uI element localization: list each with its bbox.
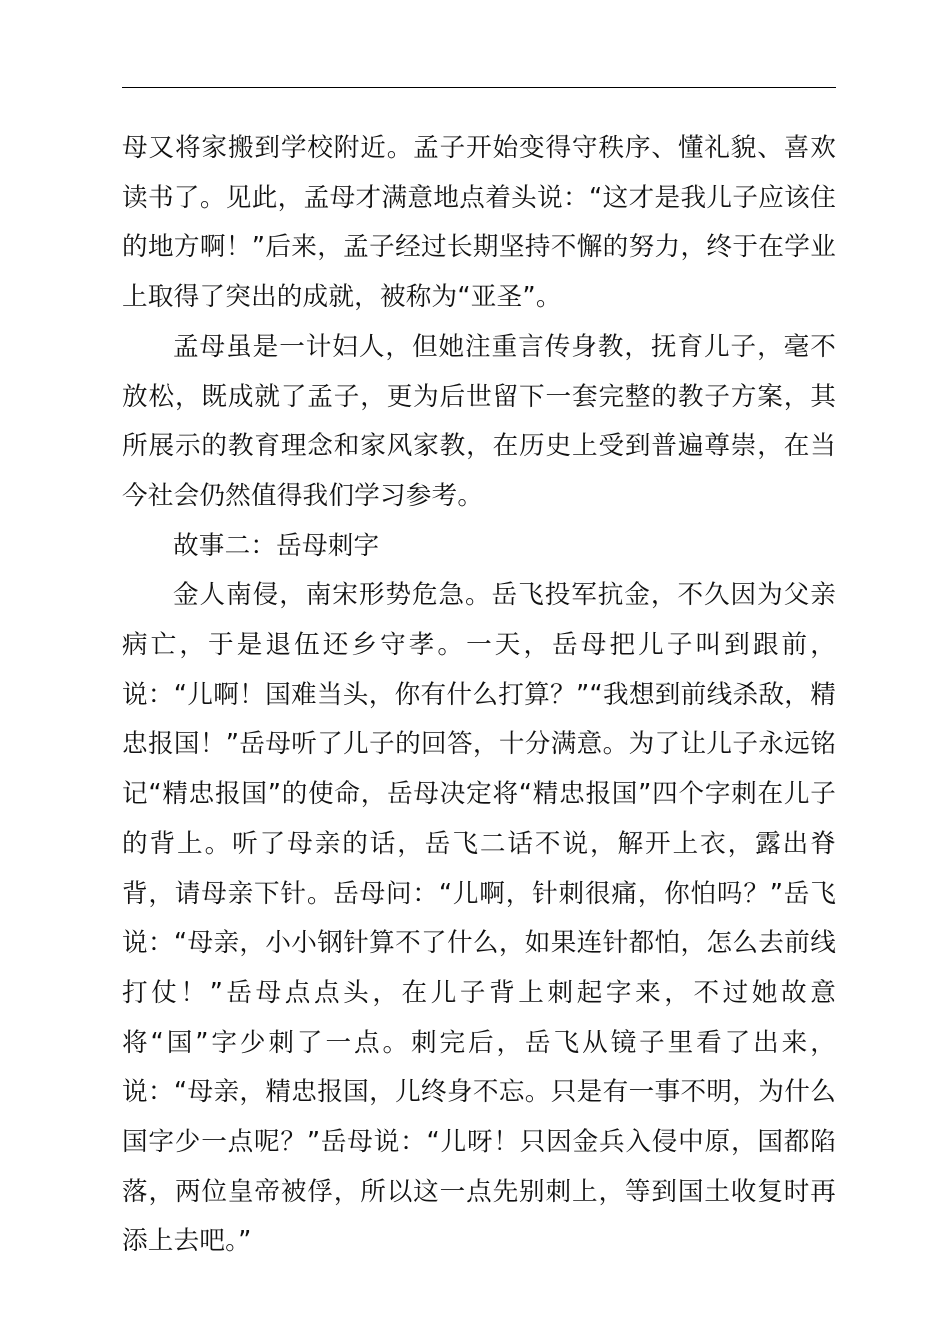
paragraph-mencius-mother-summary: 孟母虽是一计妇人，但她注重言传身教，抚育儿子，毫不放松，既成就了孟子，更为后世留下一套完整的教子方案，其所展示的教育理念和家风家教，在历史上受到普遍尊崇，在当今社会仍然值得我们学习参考。 — [122, 331, 836, 511]
document-body — [122, 124, 836, 1267]
section-heading-story-two: 故事二：岳母刺字 — [173, 530, 380, 561]
header-rule — [122, 87, 836, 88]
paragraph-yue-mother-tattoo: 金人南侵，南宋形势危急。岳飞投军抗金，不久因为父亲病亡，于是退伍还乡守孝。一天，岳母把儿子叫到跟前，说：“儿啊！国难当头，你有什么打算？”“我想到前线杀敌，精忠报国！”岳母听了儿子的回答，十分满意。为了让儿子永远铭记“精忠报国”的使命，岳母决定将“精忠报国”四个字刺在儿子的背上。听了母亲的话，岳飞二话不说，解开上衣，露出脊背，请母亲下针。岳母问：“儿啊，针刺很痛，你怕吗？”岳飞说：“母亲，小小钢针算不了什么，如果连针都怕，怎么去前线打仗！”岳母点点头，在儿子背上刺起字来，不过她故意将“国”字少刺了一点。刺完后，岳飞从镜子里看了出来，说：“母亲，精忠报国，儿终身不忘。只是有一事不明，为什么国字少一点呢？”岳母说：“儿呀！只因金兵入侵中原，国都陷落，两位皇帝被俘，所以这一点先别刺上，等到国土收复时再添上去吧。” — [122, 580, 836, 1257]
paragraph-mencius-move-school: 母又将家搬到学校附近。孟子开始变得守秩序、懂礼貌、喜欢读书了。见此，孟母才满意地点着头说：“这才是我儿子应该住的地方啊！”后来，孟子经过长期坚持不懈的努力，终于在学业上取得了突出的成就，被称为“亚圣”。 — [122, 133, 836, 313]
